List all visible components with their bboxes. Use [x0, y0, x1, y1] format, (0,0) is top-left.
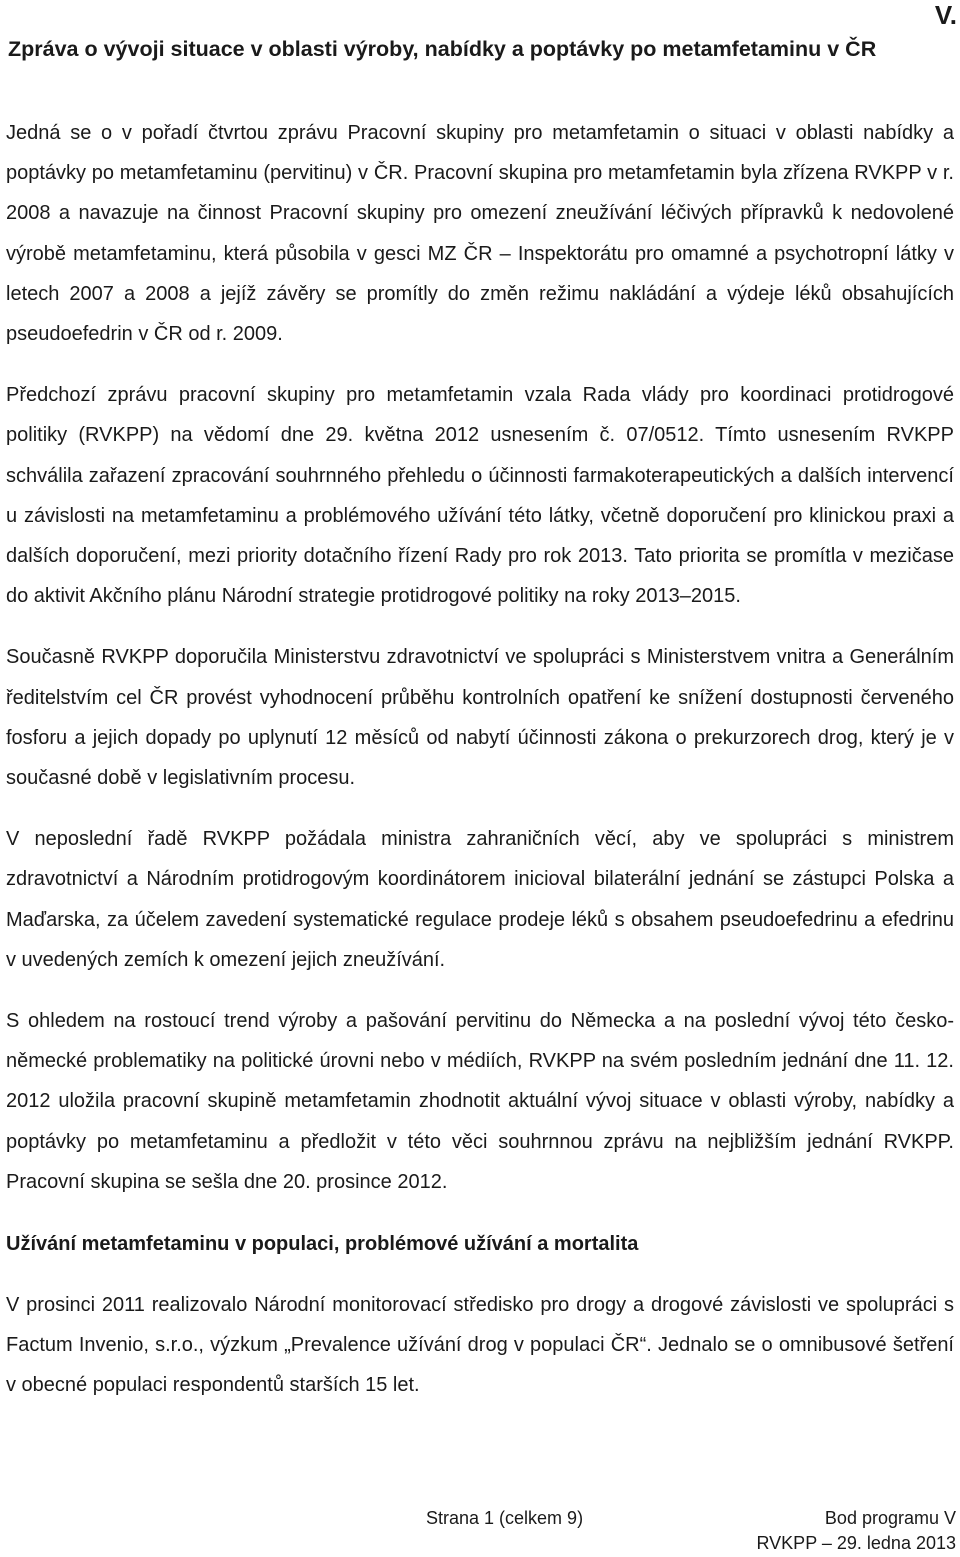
page-footer [0, 1506, 960, 1556]
paragraph-intro: Jedná se o v pořadí čtvrtou zprávu Pracovní skupiny pro metamfetamin o situaci v oblasti nabídky a poptávky po metamfetaminu (pervitinu) v ČR. Pracovní skupina pro metamfetamin byla zřízena RVKPP v r. 2008 a navazuje na činnost Pracovní skupiny pro omezení zneužívání léčivých přípravků k nedovolené výrobě metamfetaminu, která působila v gesci MZ ČR – Inspektorátu pro omamné a psychotropní látky v letech 2007 a 2008 a jejíž závěry se promítly do změn režimu nakládání a výdeje léků obsahujících pseudoefedrin v ČR od r. 2009. [6, 122, 954, 346]
page-number: Strana 1 (celkem 9) [426, 1508, 584, 1528]
document-body [6, 113, 954, 1406]
paragraph-foreign-affairs: V neposlední řadě RVKPP požádala ministra zahraničních věcí, aby ve spolupráci s ministrem zdravotnictví a Národním protidrogovým koordinátorem inicioval bilaterální jednání se zástupci Polska a Maďarska, za účelem zavedení systematické regulace prodeje léků s obsahem pseudoefedrinu a efedrinu v uvedených zemích k omezení jejich zneužívání. [6, 828, 954, 971]
section-number: V. [934, 0, 957, 30]
paragraph-survey: V prosinci 2011 realizovalo Národní monitorovací středisko pro drogy a drogové závislosti ve spolupráci s Factum Invenio, s.r.o., výzkum „Prevalence užívání drog v populaci ČR“. Jednalo se o omnibusové šetření v obecné populaci respondentů starších 15 let. [6, 1294, 954, 1397]
document-title: Zpráva o vývoji situace v oblasti výroby, nabídky a poptávky po metamfetaminu v ČR [8, 37, 877, 61]
meeting-date: RVKPP – 29. ledna 2013 [756, 1533, 956, 1553]
section-heading: Užívání metamfetaminu v populaci, problémové užívání a mortalita [6, 1233, 639, 1256]
paragraph-recommendation: Současně RVKPP doporučila Ministerstvu zdravotnictví ve spolupráci s Ministerstvem vnitra a Generálním ředitelstvím cel ČR provést vyhodnocení průběhu kontrolních opatření ke snížení dostupnosti červeného fosforu a jejich dopady po uplynutí 12 měsíců od nabytí účinnosti zákona o prekurzorech drog, který je v současné době v legislativním procesu. [6, 646, 954, 790]
agenda-item: Bod programu V [824, 1508, 956, 1528]
paragraph-germany-trend: S ohledem na rostoucí trend výroby a pašování pervitinu do Německa a na poslední vývoj této česko-německé problematiky na politické úrovni nebo v médiích, RVKPP na svém posledním jednání dne 11. 12. 2012 uložila pracovní skupině metamfetamin zhodnotit aktuální vývoj situace v oblasti výroby, nabídky a poptávky po metamfetaminu a předložit v této věci souhrnnou zprávu na nejbližším jednání RVKPP. Pracovní skupina se sešla dne 20. prosince 2012. [6, 1010, 954, 1193]
paragraph-previous-report: Předchozí zprávu pracovní skupiny pro metamfetamin vzala Rada vlády pro koordinaci protidrogové politiky (RVKPP) na vědomí dne 29. května 2012 usnesením č. 07/0512. Tímto usnesením RVKPP schválila zařazení zpracování souhrnného přehledu o účinnosti farmakoterapeutických a dalších intervencí u závislosti na metamfetaminu a problémového užívání této látky, včetně doporučení pro klinickou praxi a dalších doporučení, mezi priority dotačního řízení Rady pro rok 2013. Tato priorita se promítla v mezičase do aktivit Akčního plánu Národní strategie protidrogové politiky na roky 2013–2015. [6, 384, 954, 608]
